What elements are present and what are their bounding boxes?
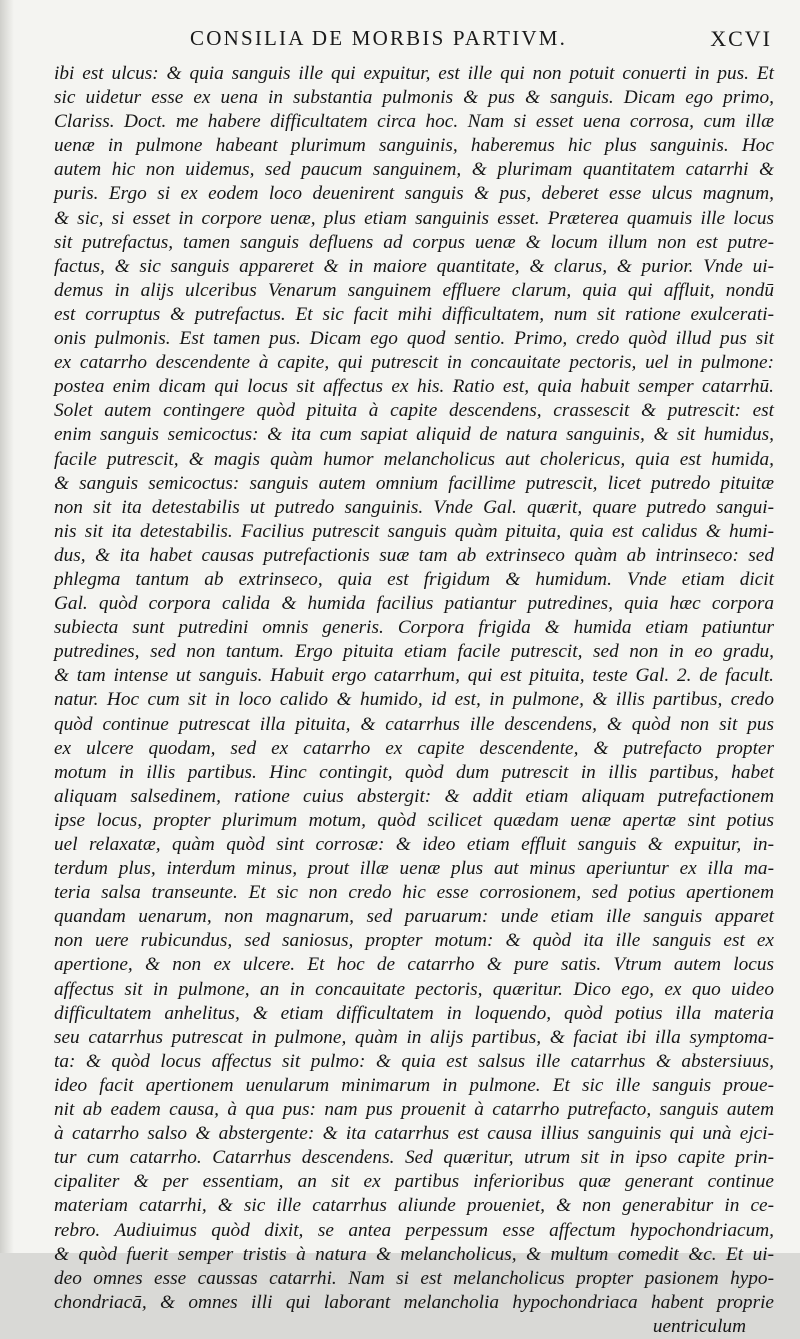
text-line: enim sanguis semicoctus: & ita cum sapiat aliquid de natura sanguinis, & sit humidus, (54, 424, 774, 446)
text-line: ideo facit apertionem uenularum minimarum in pulmone. Et sic ille sanguis proue- (54, 1074, 774, 1096)
text-line: ex ulcere quodam, sed ex catarrho ex capite descendente, & putrefacto propter (54, 737, 774, 759)
text-line: materiam catarrhi, & sic ille catarrhus aliunde proueniet, & non generabitur in ce- (54, 1195, 774, 1217)
text-line: Clariss. Doct. me habere difficultatem circa hoc. Nam si esset uena corrosa, cum illæ (54, 111, 774, 133)
page-header (40, 26, 776, 54)
text-line: teria salsa transeunte. Et sic non credo hic esse corrosionem, sed potius apertionem (54, 882, 774, 904)
text-line: & sanguis semicoctus: sanguis autem omnium facillime putrescit, licet putredo pituitæ (54, 472, 774, 494)
text-line: non sit ita detestabilis ut putredo sanguinis. Vnde Gal. quærit, quare putredo sangui- (54, 496, 774, 518)
text-line: terdum plus, interdum minus, prout illæ uenæ plus aut minus aperiuntur ex illa ma- (54, 858, 774, 880)
text-line: factus, & sic sanguis appareret & in maiore quantitate, & clarus, & purior. Vnde ui- (54, 255, 774, 277)
text-line: ipse locus, propter plurimum motum, quòd scilicet quædam uenæ apertæ sint potius (54, 809, 774, 831)
text-line: affectus sit in pulmone, an in concauitate pectoris, quæritur. Dico ego, ex quo uideo (54, 978, 774, 1000)
text-line: sit putrefactus, tamen sanguis defluens ad corpus uenæ & locum illum non est putre- (54, 231, 774, 253)
text-line: postea enim dicam qui locus sit affectus ex his. Ratio est, quia habuit semper catarrhū. (54, 376, 774, 398)
text-line: apertione, & non ex ulcere. Et hoc de catarrho & pure satis. Vtrum autem locus (54, 954, 774, 976)
text-line: phlegma tantum ab extrinseco, quia est frigidum & humidum. Vnde etiam dicit (54, 568, 774, 590)
page-gutter-shadow (0, 0, 14, 1253)
text-line: subiecta sunt putredini omnis generis. Corpora frigida & humida etiam patiuntur (54, 617, 774, 639)
text-line: motum in illis partibus. Hinc contingit, quòd dum putrescit in illis partibus, habet (54, 761, 774, 783)
text-line: quandam uenarum, non magnarum, sed paruarum: unde etiam ille sanguis apparet (54, 906, 774, 928)
text-line: difficultatem anhelitus, & etiam difficultatem in loquendo, quòd potius illa materia (54, 1002, 774, 1024)
text-line: nit ab eadem causa, à qua pus: nam pus prouenit à catarrho putrefacto, sanguis autem (54, 1099, 774, 1121)
text-line: facile putrescit, & magis quàm humor melancholicus aut cholericus, quia est humida, (54, 448, 774, 470)
text-line: uel relaxatæ, quàm quòd sint corrosæ: & ideo etiam effluit sanguis & expuitur, in- (54, 834, 774, 855)
text-line: sic uidetur esse ex uena in substantia pulmonis & pus & sanguis. Dicam ego primo, (54, 87, 774, 109)
text-line: non uere rubicundus, sed saniosus, propter motum: & quòd ita ille sanguis est ex (54, 930, 774, 952)
text-line: Solet autem contingere quòd pituita à capite descendens, crassescit & putrescit: est (54, 400, 774, 422)
text-line: autem hic non uidemus, sed paucum sanguinem, & plurimam quantitatem catarrhi & (54, 159, 774, 181)
text-line: rebro. Audiuimus quòd dixit, se antea perpessum esse affectum hypochondriacum, (54, 1219, 774, 1241)
text-line: quòd continue putrescat illa pituita, & catarrhus ille descendens, & quòd non sit pus (54, 713, 774, 735)
text-line: ex catarrho descendente à capite, qui putrescit in concauitate pectoris, uel in pulmone: (54, 352, 774, 374)
text-line: uentriculum (652, 1315, 746, 1337)
text-line: onis pulmonis. Est tamen pus. Dicam ego quod sentio. Primo, credo quòd illud pus sit (54, 328, 774, 350)
text-line: cipaliter & per essentiam, an sit ex partibus inferioribus quæ generant continue (54, 1171, 774, 1193)
text-line: Gal. quòd corpora calida & humida facilius patiantur putredines, quia hæc corpora (54, 593, 774, 615)
text-line: chondriacā, & omnes illi qui laborant melancholia hypochondriaca habent proprie (54, 1291, 774, 1313)
text-line: seu catarrhus putrescat in pulmone, quàm in alijs partibus, & faciat ibi illa symptoma- (54, 1026, 774, 1048)
text-line: ta: & quòd locus affectus sit pulmo: & quia est salsus ille catarrhus & abstersiuus, (54, 1050, 774, 1072)
text-line: puris. Ergo si ex eodem loco deuenirent sanguis & pus, deberet esse ulcus magnum, (54, 183, 774, 205)
text-line: uenæ in pulmone habeant plurimum sanguinis, haberemus hic plus sanguinis. Hoc (54, 135, 774, 157)
text-line: à catarrho salso & abstergente: & ita catarrhus est causa illius sanguinis qui unà ejci- (54, 1123, 774, 1145)
text-line: natur. Hoc cum sit in loco calido & humido, id est, in pulmone, & illis partibus, credo (54, 689, 774, 711)
text-line: deo omnes esse caussas catarrhi. Nam si est melancholicus propter pasionem hypo- (54, 1267, 774, 1289)
text-line: nis sit ita detestabilis. Facilius putrescit sanguis quàm pituita, quia est calidus & humi- (54, 520, 774, 542)
text-body (54, 62, 774, 1339)
text-line: putredines, sed non tantum. Ergo pituita etiam facile putrescit, sed non in eo gradu, (54, 641, 774, 663)
text-line: aliquam salsedinem, ratione cuius abstergit: & addit etiam aliquam putrefactionem (54, 785, 774, 807)
text-line: est corruptus & putrefactus. Et sic facit mihi difficultatem, num sit ratione exulcerati- (54, 303, 774, 325)
folio-number: XCVI (710, 26, 772, 51)
text-line: demus in alijs ulceribus Venarum sanguinem effluere clarum, quia qui affluit, nondū (54, 279, 774, 301)
text-line: & quòd fuerit semper tristis à natura & melancholicus, & multum comedit &c. Et ui- (54, 1243, 774, 1265)
text-line: ibi est ulcus: & quia sanguis ille qui expuitur, est ille qui non potuit conuerti in pus. Et (54, 63, 774, 84)
text-line: tur cum catarrho. Catarrhus descendens. Sed quæritur, utrum sit in ipso capite prin- (54, 1147, 774, 1169)
text-line: & tam intense ut sanguis. Habuit ergo catarrhum, qui est pituita, teste Gal. 2. de facult. (54, 665, 774, 687)
running-title: CONSILIA DE MORBIS PARTIVM. (190, 26, 568, 50)
text-line: dus, & ita habet causas putrefactionis suæ tam ab extrinseco quàm ab intrinseco: sed (54, 544, 774, 566)
text-line: & sic, si esset in corpore uenæ, plus etiam sanguinis esset. Præterea quamuis ille locus (54, 207, 774, 229)
